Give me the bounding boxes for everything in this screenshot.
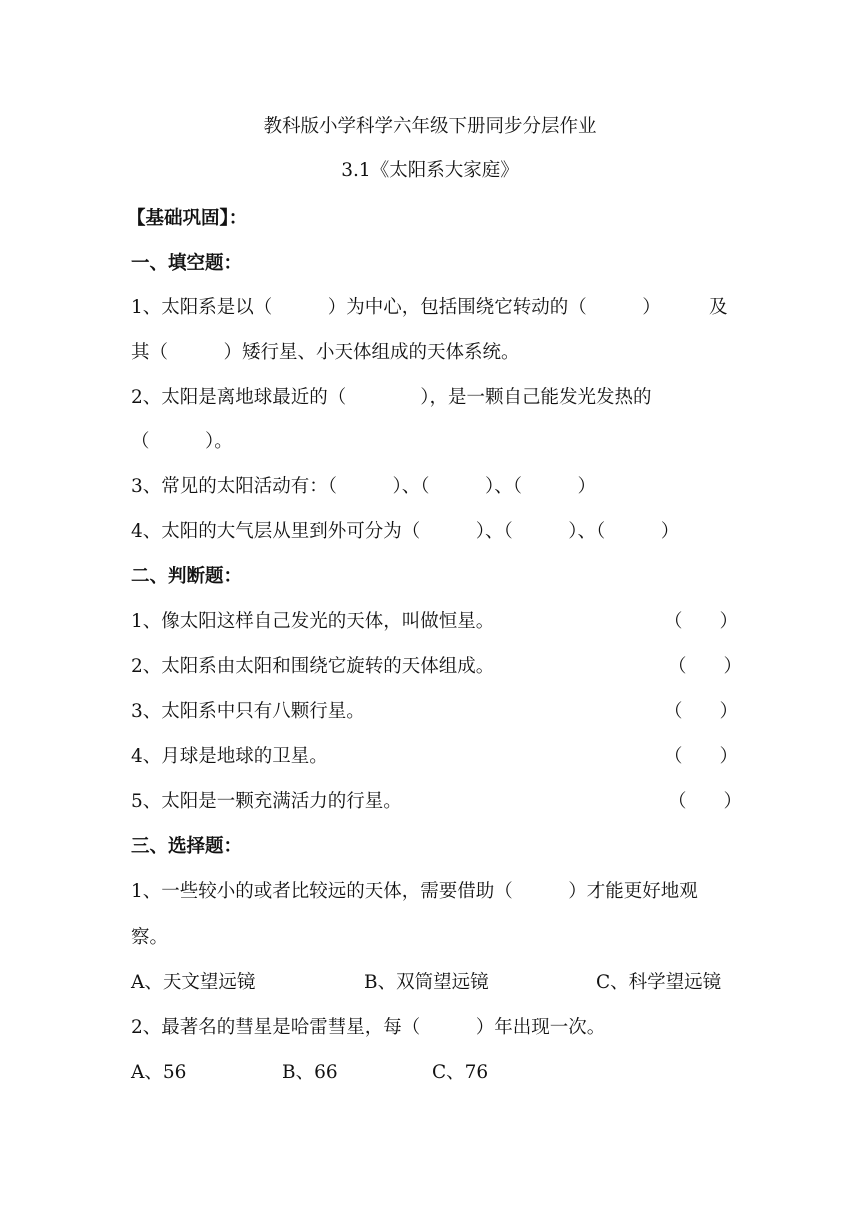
document-subtitle: 3.1《太阳系大家庭》 bbox=[341, 160, 519, 181]
choice-q2: 2、最著名的彗星是哈雷彗星，每（ ）年出现一次。 bbox=[131, 1017, 606, 1038]
judge-item-5: 5、太阳是一颗充满活力的行星。 bbox=[131, 791, 402, 812]
judge-answer-4: （ ） bbox=[664, 746, 739, 767]
choice-q1-option-a: A、天文望远镜 bbox=[131, 972, 256, 993]
fill-q3: 3、常见的太阳活动有：（ ）、（ ）、（ ） bbox=[131, 476, 597, 497]
fill-q1-line1-end: 及 bbox=[709, 297, 728, 318]
fill-q2-line1: 2、太阳是离地球最近的（ ），是一颗自己能发光发热的 bbox=[131, 387, 652, 408]
fill-q2-line2: （ ）。 bbox=[131, 431, 233, 452]
judge-answer-2: （ ） bbox=[668, 656, 743, 677]
fill-blank-heading: 一、填空题： bbox=[131, 253, 243, 274]
choice-heading: 三、选择题： bbox=[131, 836, 243, 857]
judge-answer-5: （ ） bbox=[668, 791, 743, 812]
judge-item-2: 2、太阳系由太阳和围绕它旋转的天体组成。 bbox=[131, 656, 495, 677]
judge-item-4: 4、月球是地球的卫星。 bbox=[131, 746, 328, 767]
judge-item-3: 3、太阳系中只有八颗行星。 bbox=[131, 701, 365, 722]
choice-q1-option-c: C、科学望远镜 bbox=[596, 972, 722, 993]
choice-q1-option-b: B、双筒望远镜 bbox=[364, 972, 489, 993]
judge-item-1: 1、像太阳这样自己发光的天体，叫做恒星。 bbox=[131, 611, 495, 632]
choice-q2-option-a: A、56 bbox=[131, 1062, 187, 1083]
choice-q1-line1: 1、一些较小的或者比较远的天体，需要借助（ ）才能更好地观 bbox=[131, 881, 698, 902]
judge-answer-3: （ ） bbox=[664, 701, 739, 722]
fill-q4: 4、太阳的大气层从里到外可分为（ ）、（ ）、（ ） bbox=[131, 521, 680, 542]
document-title: 教科版小学科学六年级下册同步分层作业 bbox=[263, 116, 597, 137]
fill-q1-line2: 其（ ）矮行星、小天体组成的天体系统。 bbox=[131, 342, 520, 363]
choice-q1-line2: 察。 bbox=[131, 927, 169, 948]
choice-q2-option-c: C、76 bbox=[432, 1062, 489, 1083]
fill-q1-line1: 1、太阳系是以（ ）为中心，包括围绕它转动的（ ） bbox=[131, 297, 661, 318]
judge-answer-1: （ ） bbox=[664, 611, 739, 632]
section-basic-heading: 【基础巩固】： bbox=[127, 208, 248, 229]
judge-heading: 二、判断题： bbox=[131, 566, 243, 587]
choice-q2-option-b: B、66 bbox=[282, 1062, 338, 1083]
